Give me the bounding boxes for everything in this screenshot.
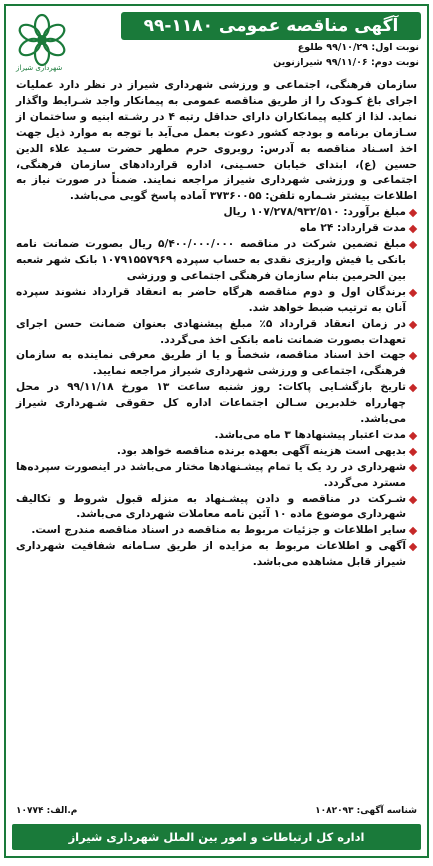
footer-org: اداره کل ارتباطات و امور بین الملل شهرداری شیراز bbox=[12, 824, 421, 850]
terms-list bbox=[16, 205, 417, 571]
term-performance-bond: در زمان انعقاد قرارداد ۵٪ مبلغ پیشنهادی بعنوان ضمانت حسن اجرای تعهدات بصورت ضمانت نامه بانکی اخذ می‌گردد. bbox=[16, 317, 417, 349]
shiraz-municipality-logo-icon bbox=[14, 12, 70, 68]
notice-title: آگهی مناقصه عمومی ۱۱۸۰-۹۹ bbox=[121, 12, 421, 40]
term-details: سایر اطلاعات و جزئیات مربوط به مناقصه در اسناد مناقصه مندرج است. bbox=[16, 523, 417, 539]
footer-meta bbox=[16, 806, 417, 816]
intro-paragraph: سازمان فرهنگی، اجتماعی و ورزشی شهرداری شیراز در نظر دارد عملیات اجرای باغ کـودک را از طریق مناقصه عمومی به پیمانکار واجد شـرایط واگذار نماید. لذا از کلیه پیمانکاران دارای حداقل رتبه ۴ در رشـته ابنیه و ساختمان از سـازمان برنامه و بودجه کشور دعوت بعمل می‌آید با توجه به موارد ذیل جهت اخذ اسـناد مناقصه به آدرس: روبروی حرم مطهر حضرت سـید علاء الدین حسین (ع)، ابتدای خیابان حسـینی، اداره قراردادهای سازمان فرهنگی، اجتماعی و ورزشی شهرداری شیراز مراجعه نمایند. ضمناً در صورت نیاز به اطلاعات بیشتر شـماره تلفن: ۳۷۳۶۰۰۵۵ آماده پاسخ گویی می‌باشد. bbox=[16, 79, 417, 203]
term-estimate: مبلغ برآورد: ۱۰۷/۲۷۸/۹۳۲/۵۱۰ ریال bbox=[16, 205, 417, 221]
term-ad-cost: بدیهی است هزینه آگهی بعهده برنده مناقصه خواهد بود. bbox=[16, 444, 417, 460]
term-transparency: آگهی و اطلاعات مربوط به مزایده از طریق سـامانه شفافیت شهرداری شیراز قابل مشاهده می‌باشد. bbox=[16, 539, 417, 571]
logo-caption: شهرداری شیراز bbox=[16, 64, 63, 72]
notice-header bbox=[6, 6, 427, 72]
ref-number: م.الف: ۱۰۷۷۴ bbox=[16, 806, 78, 816]
tender-notice bbox=[4, 4, 429, 858]
term-duration: مدت قرارداد: ۲۴ ماه bbox=[16, 221, 417, 237]
term-opening-date: تاریخ بازگشـایی پاکات: روز شنبه ساعت ۱۳ مورخ ۹۹/۱۱/۱۸ در محل چهارراه خلدبرین سـالن اجتماعات اداره کل حقوقی شـهرداری شیراز می‌باشد. bbox=[16, 380, 417, 428]
notice-dates bbox=[273, 40, 419, 70]
term-documents: جهت اخذ اسناد مناقصه، شخصاً و یا از طریق معرفی نماینده به سازمان فرهنگی، اجتماعی و ورزشی شهرداری شیراز مراجعه نمایید. bbox=[16, 348, 417, 380]
notice-first-date: نوبت اول: ۹۹/۱۰/۲۹ طلوع bbox=[297, 42, 419, 53]
notice-second-date: نوبت دوم: ۹۹/۱۱/۰۶ شیرازنوین bbox=[273, 57, 419, 68]
term-rejection: شهرداری در رد یک یا تمام پیشـنهادها مختار می‌باشد در اینصورت سپرده‌ها مسترد می‌گردد. bbox=[16, 460, 417, 492]
term-winners: برندگان اول و دوم مناقصه هرگاه حاضر به انعقاد قرارداد نشوند سپرده آنان به ترتیب ضبط خواهد شد. bbox=[16, 285, 417, 317]
ad-id: شناسه آگهی: ۱۰۸۲۰۹۳ bbox=[315, 806, 417, 816]
notice-body bbox=[6, 72, 427, 571]
term-validity: مدت اعتبار پیشنهادها ۳ ماه می‌باشد. bbox=[16, 428, 417, 444]
term-guarantee: مبلغ تضمین شرکت در مناقصه ۵/۴۰۰/۰۰۰/۰۰۰ ریال بصورت ضمانت نامه بانکی یا فیش واریزی نقدی به حساب سپرده ۱۰۷۹۱۵۵۷۹۶۹ بانک شهر شعبه بین الحرمین بنام سازمان فرهنگی اجتماعی و ورزشی bbox=[16, 237, 417, 285]
term-acceptance: شـرکت در مناقصه و دادن پیشـنهاد به منزله قبول شروط و تکالیف شهرداری موضوع ماده ۱۰ آئین نامه معاملات شهرداری می‌باشد. bbox=[16, 492, 417, 524]
